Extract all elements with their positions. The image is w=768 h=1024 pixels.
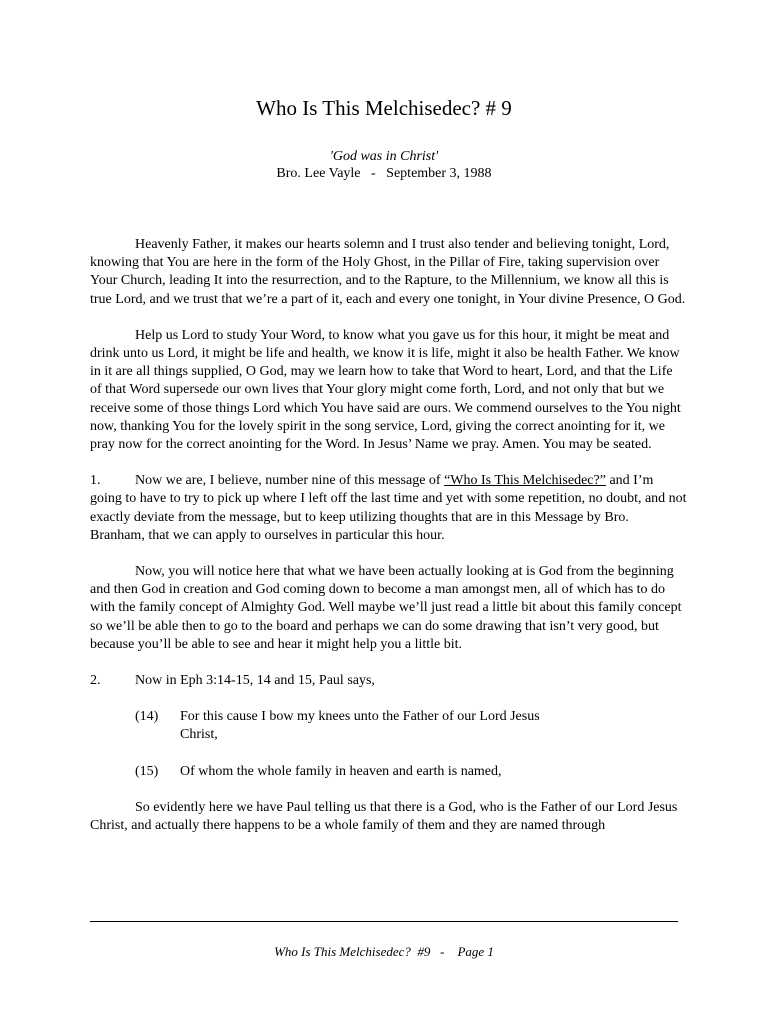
paragraph-text: and I’m going to have to try to pick up where I left off the last time and yet with some repetition, no doubt, and not exactly deviate from the message, but to keep utilizing thoughts that are in this Message by Bro. Branham, that we can apply to ourselves in particular this hour. — [90, 473, 687, 543]
verse-number: (15) — [135, 763, 159, 779]
verse-number: (14) — [135, 709, 159, 725]
verse-text: For this cause I bow my knees unto the Father of our Lord Jesus Christ, — [180, 709, 540, 743]
author-date-byline: Bro. Lee Vayle - September 3, 1988 — [276, 166, 492, 181]
document-body — [90, 236, 687, 853]
paragraph-number: 1. — [90, 473, 101, 489]
footer-divider — [90, 921, 678, 922]
paragraph-number: 2. — [90, 673, 101, 689]
numbered-paragraph-2 — [90, 672, 687, 690]
numbered-paragraph-1 — [90, 472, 687, 545]
body-paragraph-4: So evidently here we have Paul telling us that there is a God, who is the Father of our Lord Jesus Christ, and actually there happens to be a whole family of them and they are named through — [90, 799, 678, 834]
paragraph-text: Now we are, I believe, number nine of this message of — [135, 473, 445, 489]
verse-text: Of whom the whole family in heaven and earth is named, — [180, 763, 502, 779]
prayer-paragraph-2: Help us Lord to study Your Word, to know what you gave us for this hour, it might be meat and drink unto us Lord, it might be life and health, we know it is life, might it also be health Father. We know in it are all things supplied, O God, may we learn how to take that Word to heart, Lord, and that the Life of that Word supersede our own lives that Your glory might come forth, Lord, and not only that but we receive some of those things Lord which You have said are ours. We commend ourselves to the You night now, thanking You for the lovely spirit in the song service, Lord, giving the correct anointing for it, we pray now for the correct anointing for the Word. In Jesus’ Name we pray. Amen. You may be seated. — [90, 327, 681, 453]
message-title-reference: “Who Is This Melchisedec?” — [444, 473, 606, 489]
sermon-subtitle: 'God was in Christ' — [329, 149, 439, 164]
scripture-verse-14 — [135, 708, 687, 744]
body-paragraph-3: Now, you will notice here that what we have been actually looking at is God from the beginning and then God in creation and God coming down to become a man amongst men, all of which has to do with the family concept of Almighty God. Well maybe we’ll just read a little bit about this family concept so we’ll be able then to go to the board and perhaps we can do some drawing that isn’t very good, but because you’ll be able to see and hear it might help you a little bit. — [90, 564, 682, 652]
paragraph-text: Now in Eph 3:14-15, 14 and 15, Paul says, — [135, 673, 375, 689]
scripture-verse-15 — [135, 763, 687, 781]
page-footer: Who Is This Melchisedec? #9 - Page 1 — [274, 944, 494, 959]
page-title: Who Is This Melchisedec? # 9 — [256, 96, 512, 120]
prayer-paragraph-1: Heavenly Father, it makes our hearts solemn and I trust also tender and believing tonight, Lord, knowing that You are here in the form of the Holy Ghost, in the Pillar of Fire, taking supervision over Your Church, leading It into the resurrection, and to the Rapture, to the Millennium, we know all this is true Lord, and we trust that we’re a part of it, each and every one tonight, in Your divine Presence, O God. — [90, 237, 686, 307]
